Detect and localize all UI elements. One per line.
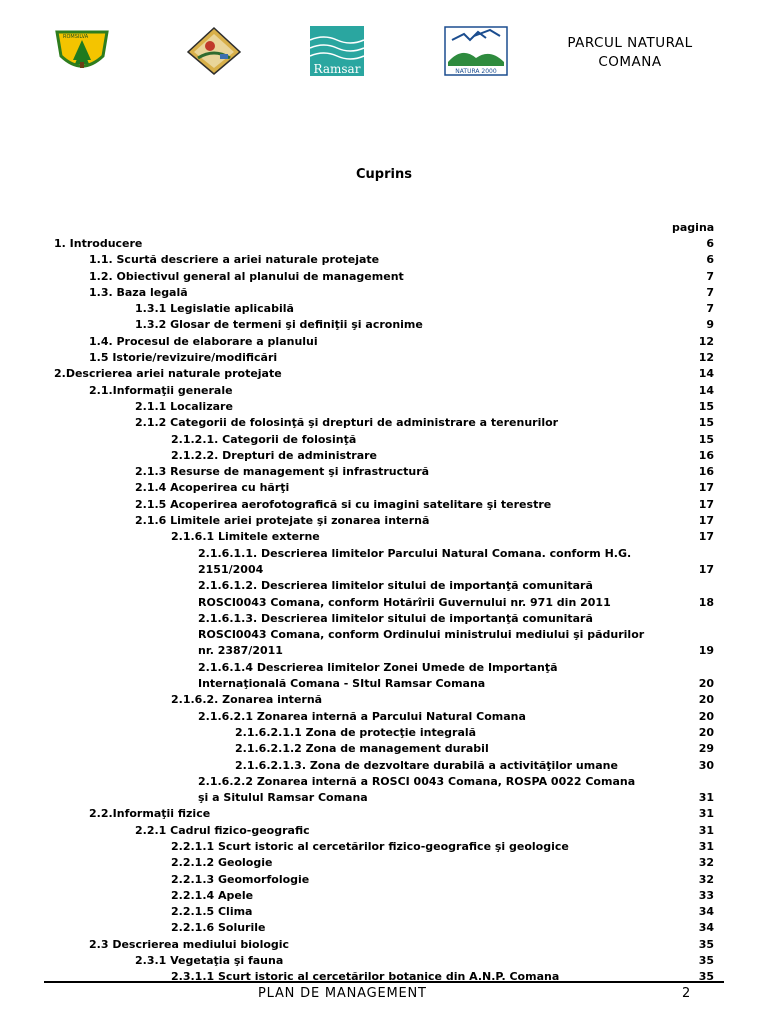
toc-entry[interactable] [0, 774, 768, 807]
toc-entry-page: 17 [698, 530, 714, 544]
toc-entry-title: 2.2.1.4 Apele [171, 888, 254, 902]
toc-entry[interactable] [0, 969, 768, 985]
toc-entry-title: 1.2. Obiectivul general al planului de management [89, 269, 404, 283]
toc-entry-page: 6 [706, 237, 714, 250]
toc-entry-page: 19 [698, 644, 714, 658]
toc-entry-title: 2.1.2.1. Categorii de folosinţă [171, 432, 357, 446]
toc-entry-title: 2.2.1.1 Scurt istoric al cercetărilor fizico-geografice şi geologice [171, 839, 569, 853]
toc-entry-page: 20 [698, 725, 714, 739]
toc-entry-title: 2.1.6.2.1.1 Zona de protecţie integrală [235, 725, 477, 739]
toc-entry[interactable] [0, 350, 768, 366]
toc-entry-title: 2.1.6.2.2 Zonarea internă a ROSCI 0043 Comana, ROSPA 0022 Comana şi a Situlul Ramsar Comana [198, 774, 636, 805]
toc-entry-page: 12 [698, 334, 714, 348]
park-title [555, 34, 705, 72]
toc-entry-page: 6 [706, 253, 714, 267]
toc-entry[interactable] [0, 888, 768, 904]
park-title-line-2: COMANA [598, 54, 662, 70]
natura-2000-logo [444, 26, 508, 76]
toc-entry-page: 16 [698, 448, 714, 462]
toc-entry-page: 15 [698, 399, 714, 413]
toc-entry[interactable] [0, 611, 768, 660]
svg-text:Ramsar: Ramsar [313, 62, 361, 76]
toc-entry-title: 2.3.1.1 Scurt istoric al cercetărilor botanice din A.N.P. Comana [171, 970, 560, 984]
toc-entry[interactable] [0, 725, 768, 741]
toc-entry-title: 2.1.6.2.1.2 Zona de management durabil [235, 742, 489, 756]
toc-entry[interactable] [0, 953, 768, 969]
toc-entry-page: 7 [706, 285, 714, 299]
svg-text:NATURA 2000: NATURA 2000 [455, 68, 497, 75]
toc-entry[interactable] [0, 855, 768, 871]
toc-entry[interactable] [0, 920, 768, 936]
toc-entry-page: 7 [706, 302, 714, 316]
toc-entry-page: 29 [698, 742, 714, 756]
toc-entry-title: 2.1.5 Acoperirea aerofotografică si cu imagini satelitare şi terestre [135, 497, 552, 511]
toc-entry-title: 2.2.1.5 Clima [171, 905, 253, 919]
toc-entry[interactable] [0, 334, 768, 350]
toc-entry-title: 1.1. Scurtă descriere a ariei naturale protejate [89, 253, 380, 267]
toc-entry-page: 12 [698, 351, 714, 365]
toc-entry-title: 1.5 Istorie/revizuire/modificări [89, 351, 278, 365]
toc-entry[interactable] [0, 839, 768, 855]
toc-entry-title: 1.3. Baza legală [89, 285, 188, 299]
toc-entry-page: 17 [698, 562, 714, 576]
toc-entry-page: 32 [698, 856, 714, 870]
toc-entry-page: 17 [698, 481, 714, 495]
toc-entry-title: 2.1.6.1.4 Descrierea limitelor Zonei Umede de Importanţă Internaţională Comana - SItul Ramsar Comana [198, 660, 558, 691]
toc-entry-page: 14 [698, 367, 714, 381]
toc-entry-page: 34 [698, 905, 714, 919]
toc-entry-title: 2.2.1 Cadrul fizico-geografic [135, 823, 310, 837]
toc-entry[interactable] [0, 904, 768, 920]
toc-entry-title: 2.1.2 Categorii de folosinţă şi drepturi de administrare a terenurilor [135, 416, 559, 430]
toc-entry-page: 15 [698, 416, 714, 430]
toc-entry[interactable] [0, 317, 768, 333]
toc-entry-page: 20 [698, 709, 714, 723]
page-header [0, 0, 768, 110]
toc-entry-page: 35 [698, 970, 714, 984]
page-title: Cuprins [356, 167, 412, 182]
toc-entry[interactable] [0, 692, 768, 708]
toc-entry-page: 33 [698, 888, 714, 902]
toc-entry-page: 32 [698, 872, 714, 886]
park-title-line-1: PARCUL NATURAL [567, 35, 693, 51]
toc-entry-title: 2.1.6.2.1 Zonarea internă a Parcului Natural Comana [198, 709, 526, 723]
toc-entry-page: 17 [698, 497, 714, 511]
toc-entry[interactable] [0, 285, 768, 301]
toc-entry-page: 20 [698, 693, 714, 707]
romsilva-logo [53, 26, 111, 76]
toc-entry-page: 30 [698, 758, 714, 772]
toc-entry-title: 1.3.2 Glosar de termeni şi definiţii şi acronime [135, 318, 423, 332]
toc-entry[interactable] [0, 432, 768, 448]
toc-entry[interactable] [0, 252, 768, 268]
toc-entry[interactable] [0, 823, 768, 839]
toc-entry-title: 2.Descrierea ariei naturale protejate [54, 367, 282, 381]
park-emblem-logo [186, 26, 242, 76]
toc-entry-page: 17 [698, 514, 714, 528]
toc-list [0, 236, 768, 986]
toc-entry-page: 31 [698, 807, 714, 821]
toc-entry-page: 9 [706, 318, 714, 332]
toc-entry-page: 18 [698, 595, 714, 609]
ramsar-logo [310, 26, 364, 76]
footer-divider [44, 981, 724, 983]
toc-entry-page: 35 [698, 954, 714, 968]
footer-page-number: 2 [682, 986, 691, 1001]
toc-entry[interactable] [0, 415, 768, 431]
toc-entry-page: 35 [698, 937, 714, 951]
toc-entry[interactable] [0, 529, 768, 545]
toc-entry-page: 31 [698, 791, 714, 805]
toc-entry-title: 2.2.1.3 Geomorfologie [171, 872, 310, 886]
toc-entry-title: 2.1.2.2. Drepturi de administrare [171, 448, 377, 462]
toc-entry-page: 7 [706, 269, 714, 283]
toc-entry-title: 2.2.1.6 Solurile [171, 921, 266, 935]
toc-entry[interactable] [0, 383, 768, 399]
toc-entry[interactable] [0, 448, 768, 464]
toc-entry-title: 2.1.6.1 Limitele externe [171, 530, 320, 544]
toc-entry[interactable] [0, 497, 768, 513]
toc-entry-title: 2.1.6.1.3. Descrierea limitelor sitului de importanţă comunitară ROSCI0043 Comana, conform Ordinului ministrului mediului şi pădurilor nr. 2387/2011 [198, 611, 645, 658]
toc-entry-page: 14 [698, 383, 714, 397]
toc-entry[interactable] [0, 366, 768, 382]
toc-entry-title: 2.2.1.2 Geologie [171, 856, 273, 870]
toc-entry-title: 2.1.4 Acoperirea cu hărţi [135, 481, 290, 495]
toc-entry-title: 2.1.6 Limitele ariei protejate şi zonarea internă [135, 514, 430, 528]
toc-entry-title: 2.1.6.1.1. Descrierea limitelor Parcului Natural Comana. conform H.G. 2151/2004 [198, 546, 632, 576]
toc-entry[interactable] [0, 301, 768, 317]
svg-text:ROMSILVA: ROMSILVA [63, 34, 89, 40]
toc-entry[interactable] [0, 399, 768, 415]
toc-entry[interactable] [0, 480, 768, 496]
toc-entry-title: 2.3.1 Vegetaţia şi fauna [135, 954, 284, 968]
toc-entry[interactable] [0, 578, 768, 611]
toc-entry[interactable] [0, 872, 768, 888]
footer-label: PLAN DE MANAGEMENT [258, 986, 427, 1001]
toc-entry[interactable] [0, 806, 768, 822]
toc-entry-page: 16 [698, 465, 714, 479]
toc-entry-title: 2.1.Informaţii generale [89, 383, 233, 397]
toc-entry[interactable] [0, 546, 768, 579]
toc-entry-title: 2.1.6.1.2. Descrierea limitelor sitului de importanţă comunitară ROSCI0043 Comana, conform Hotărîrii Guvernului nr. 971 din 2011 [198, 579, 611, 609]
toc-entry-page: 34 [698, 921, 714, 935]
toc-entry-title: 1.3.1 Legislatie aplicabilă [135, 302, 294, 316]
toc-entry-title: 1.4. Procesul de elaborare a planului [89, 334, 318, 348]
toc-entry-page: 15 [698, 432, 714, 446]
toc-entry[interactable] [0, 464, 768, 480]
toc-entry[interactable] [0, 269, 768, 285]
toc-entry[interactable] [0, 709, 768, 725]
page-column-label: pagina [672, 221, 715, 234]
toc-entry-title: 2.1.6.2. Zonarea internă [171, 693, 323, 707]
toc-entry[interactable] [0, 236, 768, 252]
toc-entry-page: 31 [698, 823, 714, 837]
toc-entry-title: 1. Introducere [54, 237, 143, 250]
toc-entry[interactable] [0, 937, 768, 953]
toc-entry[interactable] [0, 758, 768, 774]
toc-entry-page: 20 [698, 677, 714, 691]
toc-entry-title: 2.3 Descrierea mediului biologic [89, 937, 290, 951]
toc-entry-title: 2.1.6.2.1.3. Zona de dezvoltare durabilă a activităţilor umane [235, 758, 618, 772]
toc-entry[interactable] [0, 513, 768, 529]
toc-entry-title: 2.2.Informaţii fizice [89, 807, 211, 821]
toc-entry-title: 2.1.3 Resurse de management şi infrastructură [135, 465, 430, 479]
toc-entry[interactable] [0, 660, 768, 693]
toc-entry[interactable] [0, 741, 768, 757]
toc-entry-page: 31 [698, 839, 714, 853]
toc-entry-title: 2.1.1 Localizare [135, 399, 233, 413]
